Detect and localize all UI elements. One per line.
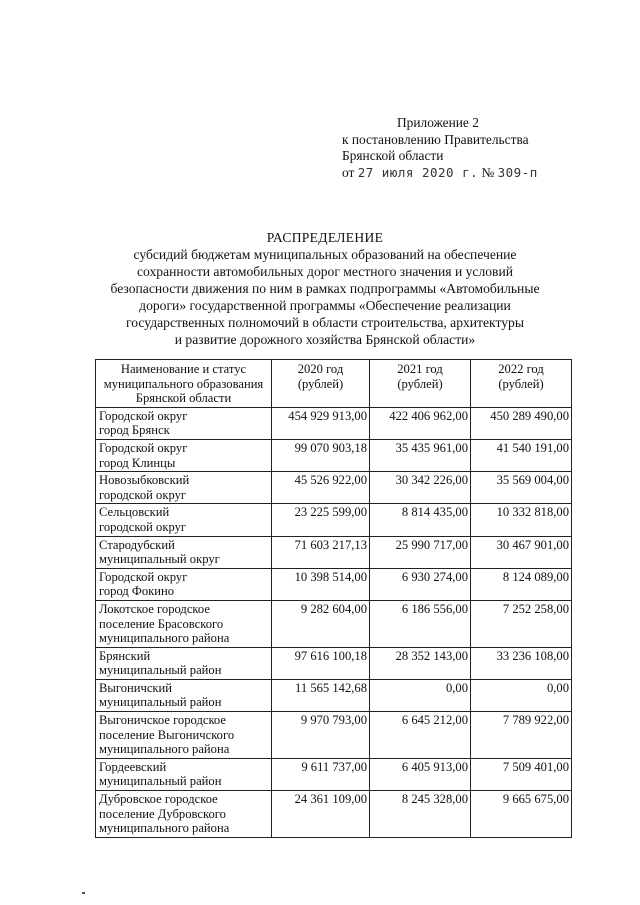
- annex-number: Приложение 2: [397, 115, 479, 130]
- header-2021: 2021 год (рублей): [370, 360, 471, 408]
- scan-mark: [82, 892, 85, 894]
- table-row: [96, 679, 572, 711]
- number-prefix: №: [481, 164, 495, 180]
- cell-amount-2021: 8 245 328,00: [370, 791, 471, 838]
- cell-amount-2021: 28 352 143,00: [370, 647, 471, 679]
- cell-municipality-name: Городской округ город Клинцы: [96, 439, 272, 471]
- cell-amount-2020: 45 526 922,00: [272, 472, 370, 504]
- cell-municipality-name: Локотское городское поселение Брасовского муниципального района: [96, 600, 272, 647]
- distribution-table: [95, 359, 572, 838]
- cell-amount-2020: 9 282 604,00: [272, 600, 370, 647]
- cell-amount-2022: 33 236 108,00: [471, 647, 572, 679]
- cell-amount-2022: 0,00: [471, 679, 572, 711]
- cell-amount-2022: 35 569 004,00: [471, 472, 572, 504]
- table-row: [96, 439, 572, 471]
- table-row: [96, 600, 572, 647]
- table-row: [96, 504, 572, 536]
- table-header-row: [96, 360, 572, 408]
- cell-amount-2022: 41 540 191,00: [471, 439, 572, 471]
- cell-amount-2022: 7 789 922,00: [471, 712, 572, 759]
- cell-amount-2021: 0,00: [370, 679, 471, 711]
- date-prefix: от: [342, 164, 355, 180]
- cell-amount-2020: 11 565 142,68: [272, 679, 370, 711]
- header-2022: 2022 год (рублей): [471, 360, 572, 408]
- cell-municipality-name: Стародубский муниципальный округ: [96, 536, 272, 568]
- cell-amount-2021: 6 645 212,00: [370, 712, 471, 759]
- header-2020: 2020 год (рублей): [272, 360, 370, 408]
- cell-amount-2020: 97 616 100,18: [272, 647, 370, 679]
- annex-date-line: [342, 165, 538, 182]
- cell-amount-2022: 7 252 258,00: [471, 600, 572, 647]
- cell-amount-2022: 7 509 401,00: [471, 758, 572, 790]
- title-line: безопасности движения по ним в рамках подпрограммы «Автомобильные: [110, 281, 540, 296]
- cell-amount-2021: 35 435 961,00: [370, 439, 471, 471]
- cell-amount-2020: 24 361 109,00: [272, 791, 370, 838]
- table-row: [96, 647, 572, 679]
- title-line: дороги» государственной программы «Обеспечение реализации: [139, 298, 511, 313]
- cell-municipality-name: Новозыбковский городской округ: [96, 472, 272, 504]
- cell-amount-2021: 8 814 435,00: [370, 504, 471, 536]
- date-value: 27 июля 2020 г.: [357, 164, 479, 180]
- cell-amount-2022: 10 332 818,00: [471, 504, 572, 536]
- cell-municipality-name: Сельцовский городской округ: [96, 504, 272, 536]
- annex-block: [342, 115, 538, 181]
- table-row: [96, 536, 572, 568]
- header-name: Наименование и статус муниципального образования Брянской области: [96, 360, 272, 408]
- cell-amount-2022: 9 665 675,00: [471, 791, 572, 838]
- cell-amount-2021: 30 342 226,00: [370, 472, 471, 504]
- cell-amount-2021: 6 186 556,00: [370, 600, 471, 647]
- document-title: [60, 229, 590, 348]
- table-row: [96, 407, 572, 439]
- table-row: [96, 712, 572, 759]
- cell-amount-2021: 25 990 717,00: [370, 536, 471, 568]
- cell-amount-2022: 8 124 089,00: [471, 568, 572, 600]
- title-line: государственных полномочий в области строительства, архитектуры: [126, 315, 524, 330]
- cell-amount-2022: 450 289 490,00: [471, 407, 572, 439]
- table-body: [96, 407, 572, 837]
- cell-amount-2020: 454 929 913,00: [272, 407, 370, 439]
- cell-amount-2020: 10 398 514,00: [272, 568, 370, 600]
- annex-region-line: Брянской области: [342, 148, 444, 163]
- cell-municipality-name: Выгоничский муниципальный район: [96, 679, 272, 711]
- table-row: [96, 568, 572, 600]
- cell-amount-2020: 71 603 217,13: [272, 536, 370, 568]
- cell-amount-2021: 6 405 913,00: [370, 758, 471, 790]
- table-row: [96, 758, 572, 790]
- cell-amount-2020: 9 970 793,00: [272, 712, 370, 759]
- title-line: сохранности автомобильных дорог местного значения и условий: [136, 264, 514, 279]
- table-row: [96, 472, 572, 504]
- cell-municipality-name: Городской округ город Брянск: [96, 407, 272, 439]
- title-line: и развитие дорожного хозяйства Брянской области»: [174, 332, 476, 347]
- title-heading: РАСПРЕДЕЛЕНИЕ: [266, 230, 384, 245]
- annex-decree-line: к постановлению Правительства: [342, 131, 529, 147]
- cell-amount-2020: 23 225 599,00: [272, 504, 370, 536]
- cell-amount-2022: 30 467 901,00: [471, 536, 572, 568]
- cell-municipality-name: Дубровское городское поселение Дубровского муниципального района: [96, 791, 272, 838]
- cell-amount-2020: 9 611 737,00: [272, 758, 370, 790]
- number-value: 309-п: [497, 164, 538, 180]
- cell-municipality-name: Гордеевский муниципальный район: [96, 758, 272, 790]
- table-row: [96, 791, 572, 838]
- cell-amount-2021: 6 930 274,00: [370, 568, 471, 600]
- cell-municipality-name: Городской округ город Фокино: [96, 568, 272, 600]
- title-line: субсидий бюджетам муниципальных образований на обеспечение: [133, 247, 517, 262]
- cell-municipality-name: Брянский муниципальный район: [96, 647, 272, 679]
- cell-amount-2020: 99 070 903,18: [272, 439, 370, 471]
- cell-municipality-name: Выгоничское городское поселение Выгоничского муниципального района: [96, 712, 272, 759]
- cell-amount-2021: 422 406 962,00: [370, 407, 471, 439]
